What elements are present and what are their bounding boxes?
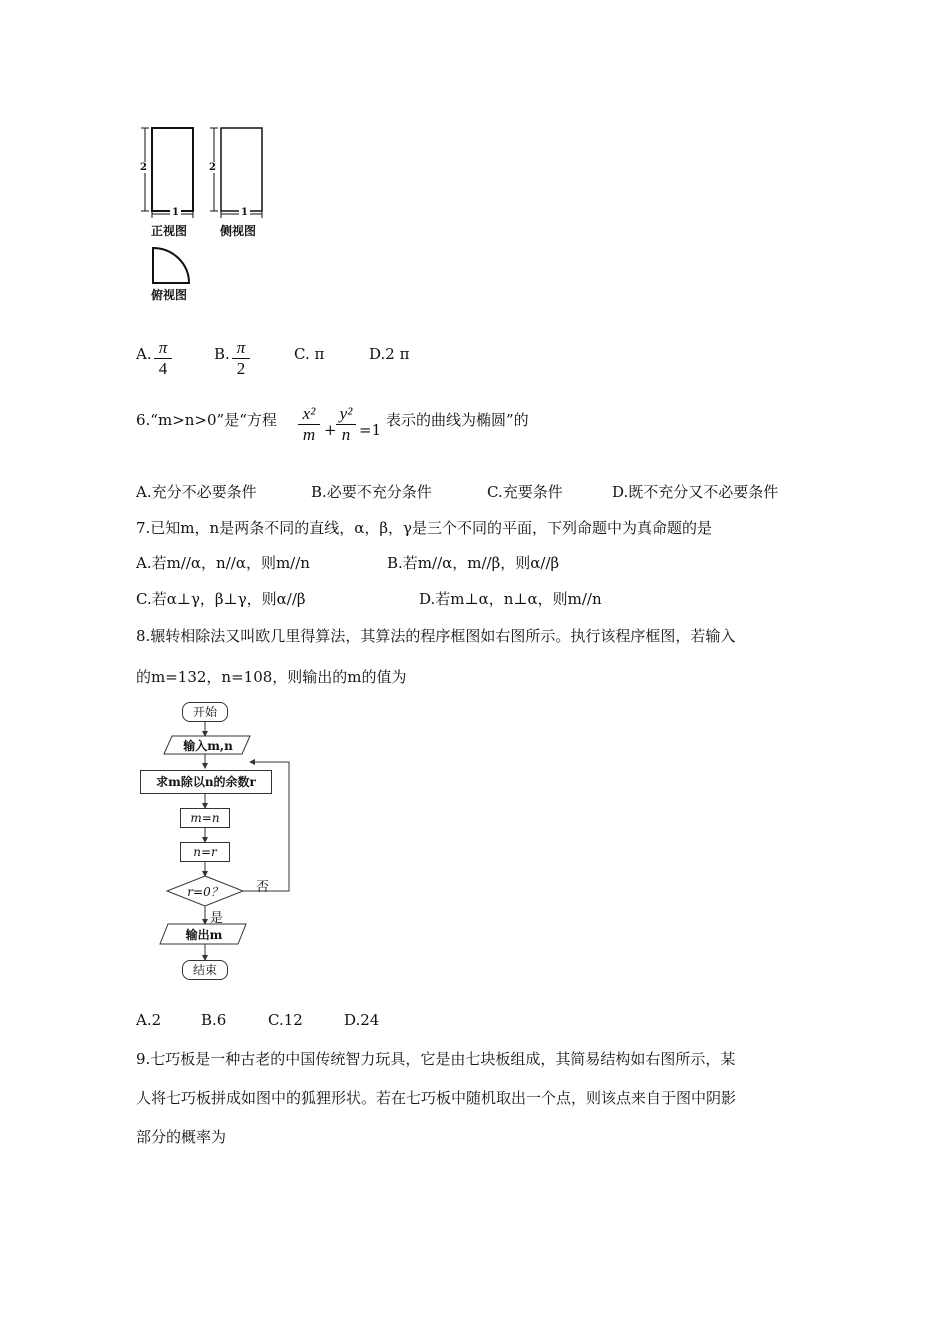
flowchart-end: 结束: [182, 960, 228, 980]
q8-option-a: A.2: [136, 1011, 162, 1029]
side-view-rect: [221, 128, 262, 211]
q6-stem-start: 6.“m>n>0”是“方程: [136, 411, 277, 429]
q7-option-c: C.若α⊥γ，β⊥γ，则α//β: [136, 590, 306, 608]
flowchart-assign-n: n=r: [180, 842, 230, 862]
q7-option-d: D.若m⊥α，n⊥α，则m//n: [419, 590, 602, 608]
flowchart-compute-remainder: 求m除以n的余数r: [140, 770, 272, 794]
q5-option-a-fraction: [154, 338, 172, 379]
q6-x-term: x²: [302, 404, 316, 423]
q5-a-denominator: 4: [154, 358, 172, 379]
flowchart-no-label: 否: [256, 880, 270, 895]
q8-stem-line1: 8.辗转相除法又叫欧几里得算法，其算法的程序框图如右图所示。执行该程序框图，若输入: [136, 627, 736, 645]
q5-a-numerator: π: [158, 338, 168, 357]
flowchart-start: 开始: [182, 702, 228, 722]
flowchart-decision-label: r=0？: [187, 885, 223, 899]
side-height-label: 2: [209, 162, 216, 173]
top-view-label: 俯视图: [151, 288, 188, 302]
front-height-label: 2: [140, 162, 147, 173]
q8-option-b: B.6: [201, 1011, 227, 1029]
q5-b-numerator: π: [236, 338, 246, 357]
q5-option-b-prefix: B.: [214, 345, 230, 363]
q7-option-a: A.若m//α，n//α，则m//n: [136, 554, 310, 572]
top-view-quarter-circle: [153, 248, 189, 283]
flowchart-input: 输入m,n: [183, 739, 233, 753]
three-view-drawing: [134, 120, 274, 310]
front-width-label: 1: [172, 207, 179, 218]
q6-equals-one: =1: [359, 421, 382, 439]
q9-line2: 人将七巧板拼成如图中的狐狸形状。若在七巧板中随机取出一个点，则该点来自于图中阴影: [136, 1089, 737, 1107]
q8-option-c: C.12: [268, 1011, 303, 1029]
q5-option-c: C. π: [294, 345, 325, 363]
q5-option-a-prefix: A.: [136, 345, 152, 363]
front-view-rect: [152, 128, 193, 211]
flowchart-assign-m: m=n: [180, 808, 230, 828]
q9-line1: 9.七巧板是一种古老的中国传统智力玩具，它是由七块板组成，其简易结构如右图所示，某: [136, 1050, 736, 1068]
q6-plus-sign: +: [324, 421, 337, 439]
side-view-label: 侧视图: [220, 224, 257, 238]
q6-stem-end: 表示的曲线为椭圆”的: [386, 411, 529, 429]
q7-option-b: B.若m//α，m//β，则α//β: [387, 554, 560, 572]
front-view-label: 正视图: [151, 224, 188, 238]
q5-option-d: D.2 π: [369, 345, 410, 363]
q6-y-fraction: [336, 404, 356, 445]
flowchart-output: 输出m: [185, 928, 223, 942]
q8-option-d: D.24: [344, 1011, 380, 1029]
side-width-label: 1: [241, 207, 248, 218]
q6-option-b: B.必要不充分条件: [311, 483, 432, 501]
q8-stem-line2: 的m=132，n=108，则输出的m的值为: [136, 668, 407, 686]
q5-b-denominator: 2: [232, 358, 250, 379]
q6-x-fraction: [298, 404, 320, 445]
q6-x-denominator: m: [298, 424, 320, 445]
q6-option-d: D.既不充分又不必要条件: [612, 483, 779, 501]
q9-line3: 部分的概率为: [136, 1128, 227, 1146]
q5-option-b-fraction: [232, 338, 250, 379]
q6-y-denominator: n: [336, 424, 356, 445]
q6-option-a: A.充分不必要条件: [136, 483, 257, 501]
q7-stem: 7.已知m，n是两条不同的直线，α，β，γ是三个不同的平面，下列命题中为真命题的是: [136, 519, 712, 537]
q6-option-c: C.充要条件: [487, 483, 563, 501]
flowchart-yes-label: 是: [210, 911, 224, 926]
q6-y-term: y²: [339, 404, 353, 423]
